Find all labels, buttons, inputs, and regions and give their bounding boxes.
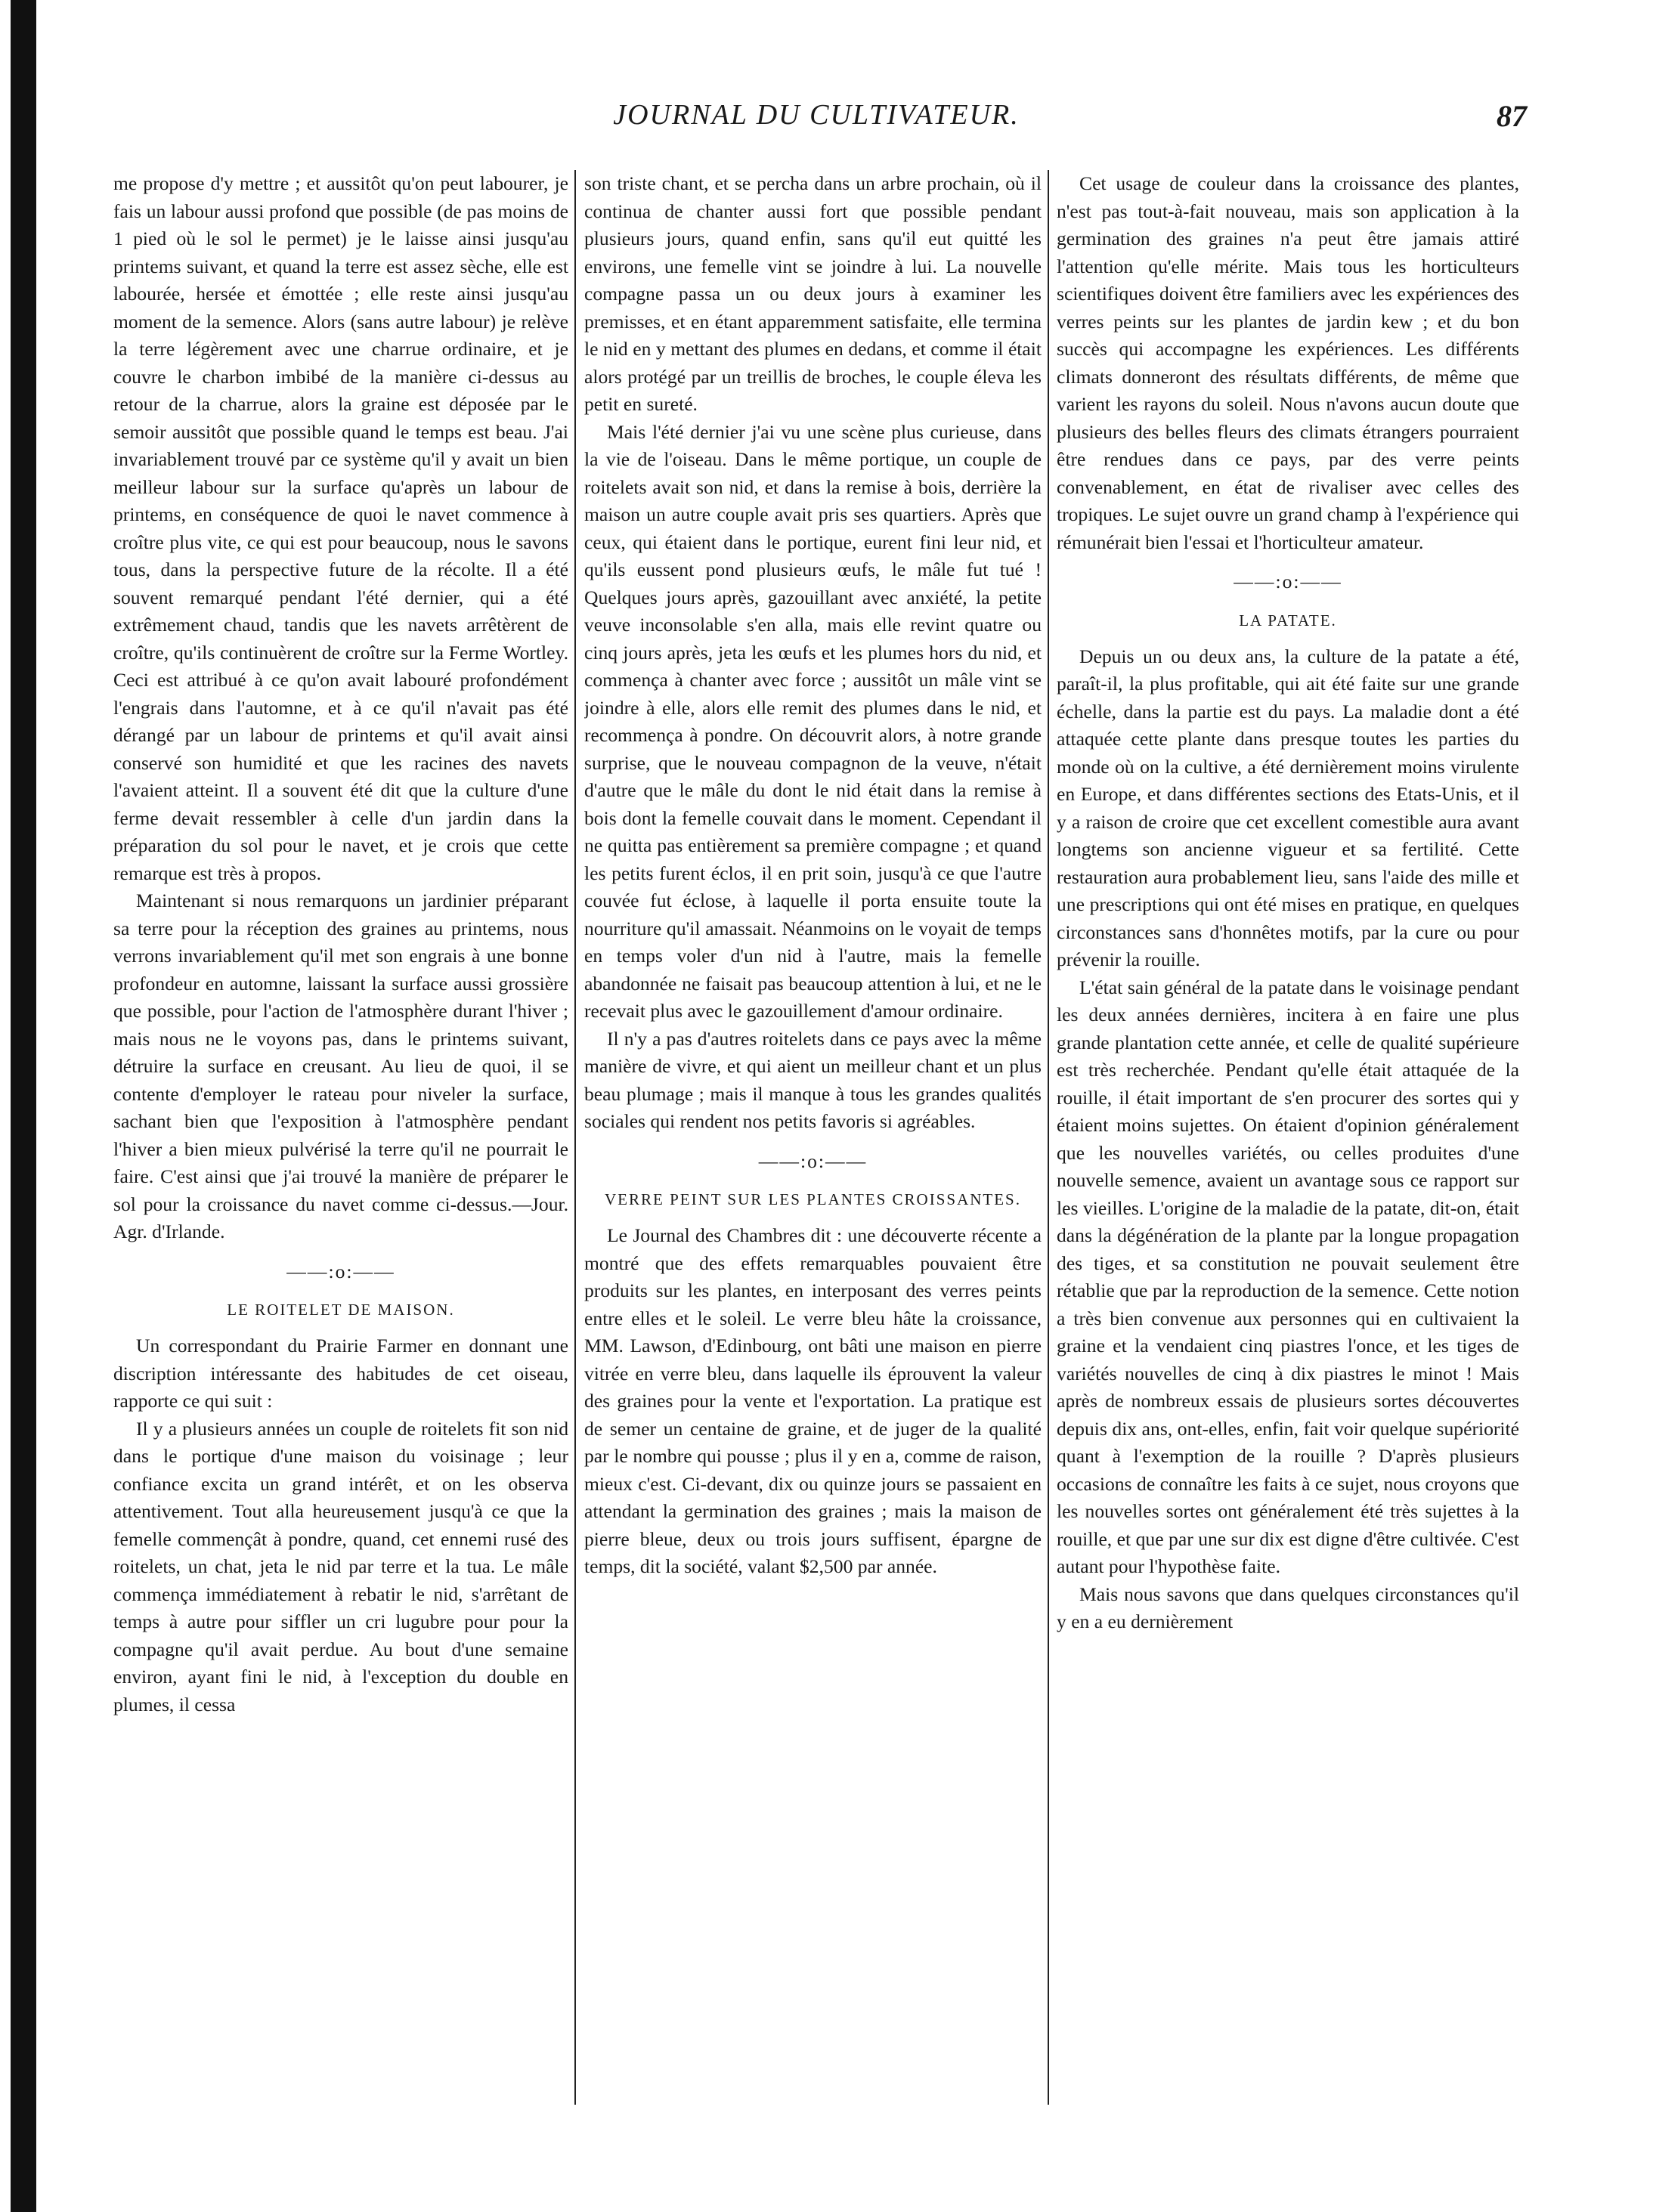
paragraph-jardinier: Maintenant si nous remarquons un jardinier préparant sa terre pour la réception des graines au printems, nous verrons invariablement qu'il met son engrais à une bonne profondeur en automne, laissant la surface aussi grossière que possible, pour l'action de l'atmosphère durant l'hiver ; mais nous ne le voyons pas, dans le printems suivant, détruire la surface en creusant. Au lieu de quoi, il se contente d'employer le rateau pour niveler la surface, sachant bien que l'exposition à l'atmosphère pendant l'hiver a bien mieux pulvérisé la terre qu'il ne pourrait le faire. C'est ainsi que j'ai trouvé la manière de préparer le sol pour la croissance du navet comme ci-dessus.—Jour. Agr. d'Irlande. (113, 889, 568, 1242)
paragraph-mais-nous-savons: Mais nous savons que dans quelques circonstances qu'il y en a eu dernièrement (1057, 1582, 1519, 1632)
running-title: JOURNAL DU CULTIVATEUR. (613, 99, 1020, 131)
paragraph-roitelet-story: Il y a plusieurs années un couple de roitelets fit son nid dans le portique d'une maison du voisinage ; leur confiance excita un grand intérêt, et on les observa attentivement. Tout alla heureusement jusqu'à ce que la femelle commençât à pondre, quand, cet ennemi rusé des roitelets, un chat, jeta le nid par terre et la tua. Le mâle commença immédiatement à rebatir le nid, s'arrêtant de temps à autre pour siffler un cri lugubre pour pour la compagne qu'il avait perdue. Au bout d'une semaine environ, ayant fini le nid, à l'exception du double en plumes, il cessa (113, 1417, 568, 1715)
paragraph-autres-roitelets: Il n'y a pas d'autres roitelets dans ce pays avec la même manière de vivre, et qui aient un meilleur chant et un plus beau plumage ; mais il manque à tous les grandes qualités sociales qui rendent nos petits favoris si agréables. (584, 1027, 1042, 1132)
paragraph-ete-dernier: Mais l'été dernier j'ai vu une scène plus curieuse, dans la vie de l'oiseau. Dans le même portique, un couple de roitelets avait son nid, et dans la remise à bois, derrière la maison un autre couple avait pris ses quartiers. Après que ceux, qui étaient dans le portique, eurent fini leur nid, et qu'ils eussent pond plusieurs œufs, le mâle fut tué ! Quelques jours après, gazouillant avec anxiété, la petite veuve inconsolable s'en alla, mais elle revint quatre ou cinq jours après, jeta les œufs et les plumes hors du nid, et commença à chanter avec force ; aussitôt un mâle vint se joindre à elle, alors elle remit des plumes dans le nid, et recommença à pondre. On découvrit alors, à notre grande surprise, que le nouveau compagnon de la veuve, n'était d'autre que le mâle du dont le nid était dans la remise à bois dont la femelle couvait dans le moment. Cependant il ne quitta pas entièrement sa première compagne ; et quand les petits furent éclos, il en prit soin, jusqu'à ce que l'autre couvée fut éclose, à laquelle il porta ensuite toute la nourriture qu'il amassait. Néanmoins on le voyait de temps en temps voler d'un nid à l'autre, mais la femelle abandonnée ne faisait pas beaucoup attention à lui, et ne le recevait plus avec le gazouillement d'amour ordinaire. (584, 420, 1042, 1022)
page-edge-shadow (11, 0, 36, 2212)
paragraph-navet-continued: me propose d'y mettre ; et aussitôt qu'on peut labourer, je fais un labour aussi profond que possible (de pas moins de 1 pied où le sol le permet) je le laisse ainsi jusqu'au printems suivant, et quand la terre est assez sèche, elle est labourée, hersée et émottée ; elle reste ainsi jusqu'au moment de la semence. Alors (sans autre labour) je relève la terre légèrement avec une charrue ordinaire, et je couvre le charbon imbibé de la manière ci-dessus au retour de la charrue, alors la graine est déposée par le semoir aussitôt que possible quand le temps est beau. J'ai invariablement trouvé par ce système qu'il y avait un bien meilleur labour sur la surface qu'après un labour de printems, en conséquence de quoi le navet commence à croître plus vite, ce qui est pour beaucoup, nous le savons tous, dans la perspective future de la récolte. Il a été souvent remarqué pendant l'été dernier, qui a été extrêmement chaud, tandis que les navets arrêtèrent de croître, qu'ils continuèrent de croître sur la Ferme Wortley. Ceci est attribué à ce qu'on avait labouré profondément l'engrais dans l'automne, et à ce qu'il n'avait pas été dérangé par un labour de printems et qu'il avait ainsi conservé son humidité et que les racines des navets l'avaient atteint. Il a souvent été dit que la culture d'une ferme devait ressembler à celle d'un jardin dans la préparation du sol pour le navet, et je crois que cette remarque est très à propos. (113, 172, 568, 884)
paragraph-journal-des-chambres: Le Journal des Chambres dit : une découverte récente a montré que des effets remarquables pouvaient être produits sur les plantes, en interposant des verres peints entre elles et le soleil. Le verre bleu hâte la croissance, MM. Lawson, d'Edinbourg, ont bâti une maison en pierre vitrée en verre bleu, dans laquelle ils éprouvent la valeur des graines pour la vente et l'exportation. La pratique est de semer un centaine de graine, et de juger de la qualité par le nombre qui pousse ; plus il y en a, comme de raison, mieux c'est. Ci-devant, dix ou quinze jours se passaient en attendant la germination des graines ; mais la maison de pierre bleue, deux ou trois jours suffisent, épargne de temps, dit la société, valant $2,500 par année. (584, 1224, 1042, 1577)
column-left (113, 170, 568, 2105)
section-divider: ——:o:—— (286, 1260, 395, 1282)
paragraph-culture-patate: Depuis un ou deux ans, la culture de la patate a été, paraît-il, la plus profitable, qui ait été faite sur une grande échelle, dans la partie est du pays. La maladie dont a été attaquée cette plante dans presque toutes les parties du monde où on la cultive, a été dernièrement moins virulente en Europe, et dans différentes sections des Etats-Unis, et il y a raison de croire que cet excellent comestible aura avant longtems son ancienne vigueur et sa fertilité. Cette restauration aura probablement lieu, sans l'aide des mille et une prescriptions qui ont été mises en pratique, en quelques circonstances sans d'honnêtes motifs, par la cure ou pour prévenir la rouille. (1057, 645, 1519, 970)
section-divider: ——:o:—— (758, 1149, 868, 1172)
column-rule-right (1048, 170, 1049, 2105)
column-middle (584, 170, 1042, 2105)
heading-verre-peint: VERRE PEINT SUR LES PLANTES CROISSANTES. (604, 1190, 1021, 1208)
page-header (106, 98, 1527, 144)
paragraph-roitelet-intro: Un correspondant du Prairie Farmer en donnant une discription intéressante des habitudes de cet oiseau, rapporte ce qui suit : (113, 1335, 568, 1412)
section-divider: ——:o:—— (1234, 571, 1342, 592)
column-right (1057, 170, 1519, 2105)
paragraph-etat-sain: L'état sain général de la patate dans le voisinage pendant les deux années dernières, incitera à en faire une plus grande plantation cette année, et celle de qualité supérieure est très recherchée. Pendant qu'elle était attaquée de la rouille, il était important de s'en procurer des sortes qui y étaient moins sujettes. On étaient d'opinion généralement que les nouvelles variétés, ou celles produites d'une nouvelle semence, avaient un avantage sous ce rapport sur les vieilles. L'origine de la maladie de la patate, dit-on, était dans la dégénération de la plante par la longue propagation des tiges, et sa constitution ne pouvait seulement être rétablie que par la reproduction de la semence. Cette notion a très bien convenue aux personnes qui en cultivaient la graine et la vendaient cinq piastres l'once, et les tiges de variétés nouvelles de cinq à dix piastres le minot ! Mais après de nombreux essais de plusieurs sortes découvertes depuis dix ans, ont-elles, enfin, fait voir quelque supériorité quant à l'exemption de la rouille ? D'après plusieurs occasions de connaître les faits à ce sujet, nous croyons que les nouvelles sortes ont généralement été très sujettes à la rouille, et que par une sur dix est digne d'être cultivée. C'est autant pour l'hypothèse faite. (1057, 976, 1519, 1577)
paragraph-usage-couleur: Cet usage de couleur dans la croissance des plantes, n'est pas tout-à-fait nouveau, mais son application à la germination des graines n'a peut être jamais attiré l'attention qu'elle mérite. Mais tous les horticulteurs scientifiques doivent être familiers avec les expériences des verres peints sur les plantes de jardin kew ; et du bon succès qui accompagne les expériences. Les différents climats donneront des résultats différents, de même que varient les rayons du soleil. Nous n'avons aucun doute que plusieurs des belles fleurs des climats étrangers pourraient être rendues dans ce pays, par des verre peints convenablement, en état de rivaliser avec celles des tropiques. Le sujet ouvre un grand champ à l'expérience qui rémunérait bien l'essai et l'horticulteur amateur. (1057, 172, 1519, 553)
column-rule-left (574, 170, 576, 2105)
page-number: 87 (1497, 99, 1527, 133)
paragraph-roitelet-continued: son triste chant, et se percha dans un arbre prochain, où il continua de chanter aussi fort que possible pendant plusieurs jours, quand enfin, sans qu'il eut quitté les environs, une femelle vint se joindre à lui. La nouvelle compagne passa un ou deux jours à examiner les premisses, et en étant apparemment satisfaite, elle termina le nid en y mettant des plumes en dedans, et comme il était alors protégé par un treillis de broches, le couple éleva les petit en sureté. (584, 172, 1042, 415)
heading-la-patate: LA PATATE. (1239, 611, 1337, 630)
heading-roitelet: LE ROITELET DE MAISON. (227, 1301, 455, 1319)
